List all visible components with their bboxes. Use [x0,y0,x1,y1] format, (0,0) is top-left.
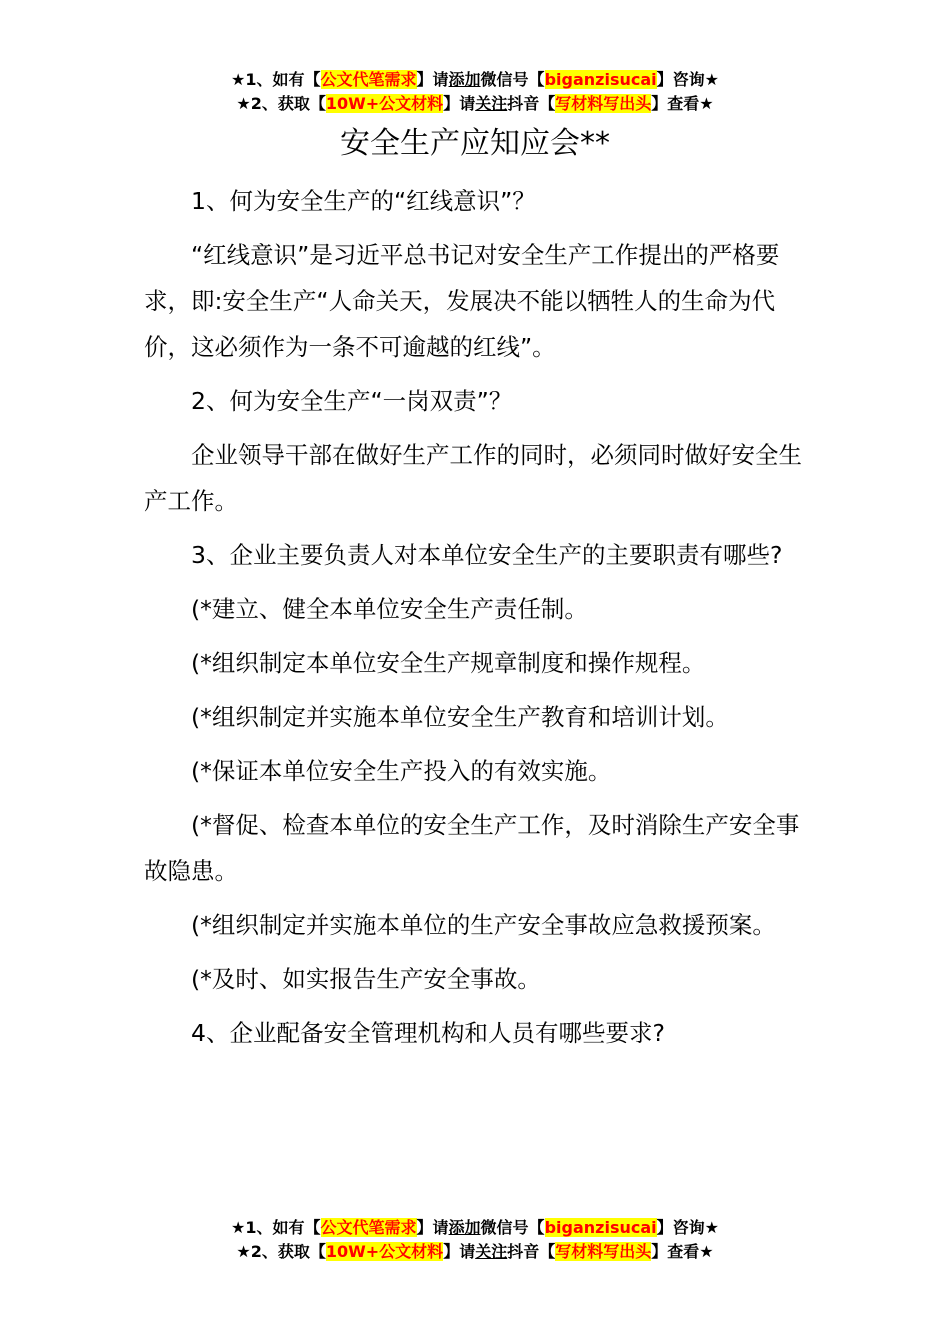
paragraph: 2、何为安全生产“一岗双责”？ [191,387,513,415]
star-icon: ★ [231,1218,246,1237]
document-body [144,178,814,1064]
star-icon: ★ [231,70,246,89]
banner-text: 抖音【 [507,1242,556,1261]
paragraph: (*组织制定本单位安全生产规章制度和操作规程。 [191,649,706,677]
paragraph: (*建立、健全本单位安全生产责任制。 [191,595,588,623]
paragraph: 4、企业配备安全管理机构和人员有哪些要求? [191,1019,665,1047]
banner-highlight: 10W+公文材料 [325,94,444,113]
banner-text: 抖音【 [507,94,556,113]
star-icon: ★ [236,94,251,113]
banner-text: 2、获取【 [250,94,326,113]
paragraph: (*保证本单位安全生产投入的有效实施。 [191,757,612,785]
banner-highlight: biganzisucai [544,70,657,89]
star-icon: ★ [699,1242,714,1261]
paragraph: “红线意识”是习近平总书记对安全生产工作提出的严格要求，即:安全生产“人命关天，发展决不能以牺牲人的生命为代价，这必须作为一条不可逾越的红线”。 [144,241,780,361]
banner-text: 1、如有【 [245,1218,321,1237]
paragraph: (*及时、如实报告生产安全事故。 [191,965,541,993]
banner-line-2 [0,1240,950,1264]
header-banner [0,68,950,116]
banner-underlined: 添加 [448,70,481,89]
star-icon: ★ [236,1242,251,1261]
banner-text: 】请 [443,94,476,113]
banner-line-1 [0,68,950,92]
paragraph: 3、企业主要负责人对本单位安全生产的主要职责有哪些? [191,541,783,569]
paragraph: 1、何为安全生产的“红线意识”？ [191,187,536,215]
banner-highlight: 写材料写出头 [555,94,652,113]
footer-banner [0,1216,950,1264]
paragraph: (*督促、检查本单位的安全生产工作，及时消除生产安全事故隐患。 [144,811,800,885]
paragraph: 企业领导干部在做好生产工作的同时，必须同时做好安全生产工作。 [144,441,802,515]
banner-text: 】查看 [651,1242,700,1261]
banner-text: 2、获取【 [250,1242,326,1261]
banner-text: 】请 [416,70,449,89]
banner-text: 】查看 [651,94,700,113]
banner-text: 】咨询 [656,1218,705,1237]
banner-text: 微信号【 [480,1218,545,1237]
banner-text: 】咨询 [656,70,705,89]
paragraph: (*组织制定并实施本单位安全生产教育和培训计划。 [191,703,729,731]
banner-highlight: 公文代笔需求 [320,1218,417,1237]
banner-underlined: 关注 [475,1242,508,1261]
banner-text: 】请 [443,1242,476,1261]
banner-highlight: biganzisucai [544,1218,657,1237]
banner-text: 微信号【 [480,70,545,89]
banner-line-2 [0,92,950,116]
star-icon: ★ [704,1218,719,1237]
banner-highlight: 写材料写出头 [555,1242,652,1261]
paragraph: (*组织制定并实施本单位的生产安全事故应急救援预案。 [191,911,776,939]
banner-highlight: 10W+公文材料 [325,1242,444,1261]
star-icon: ★ [704,70,719,89]
star-icon: ★ [699,94,714,113]
banner-highlight: 公文代笔需求 [320,70,417,89]
banner-underlined: 添加 [448,1218,481,1237]
banner-underlined: 关注 [475,94,508,113]
document-title: 安全生产应知应会** [340,126,610,161]
banner-line-1 [0,1216,950,1240]
banner-text: 1、如有【 [245,70,321,89]
banner-text: 】请 [416,1218,449,1237]
